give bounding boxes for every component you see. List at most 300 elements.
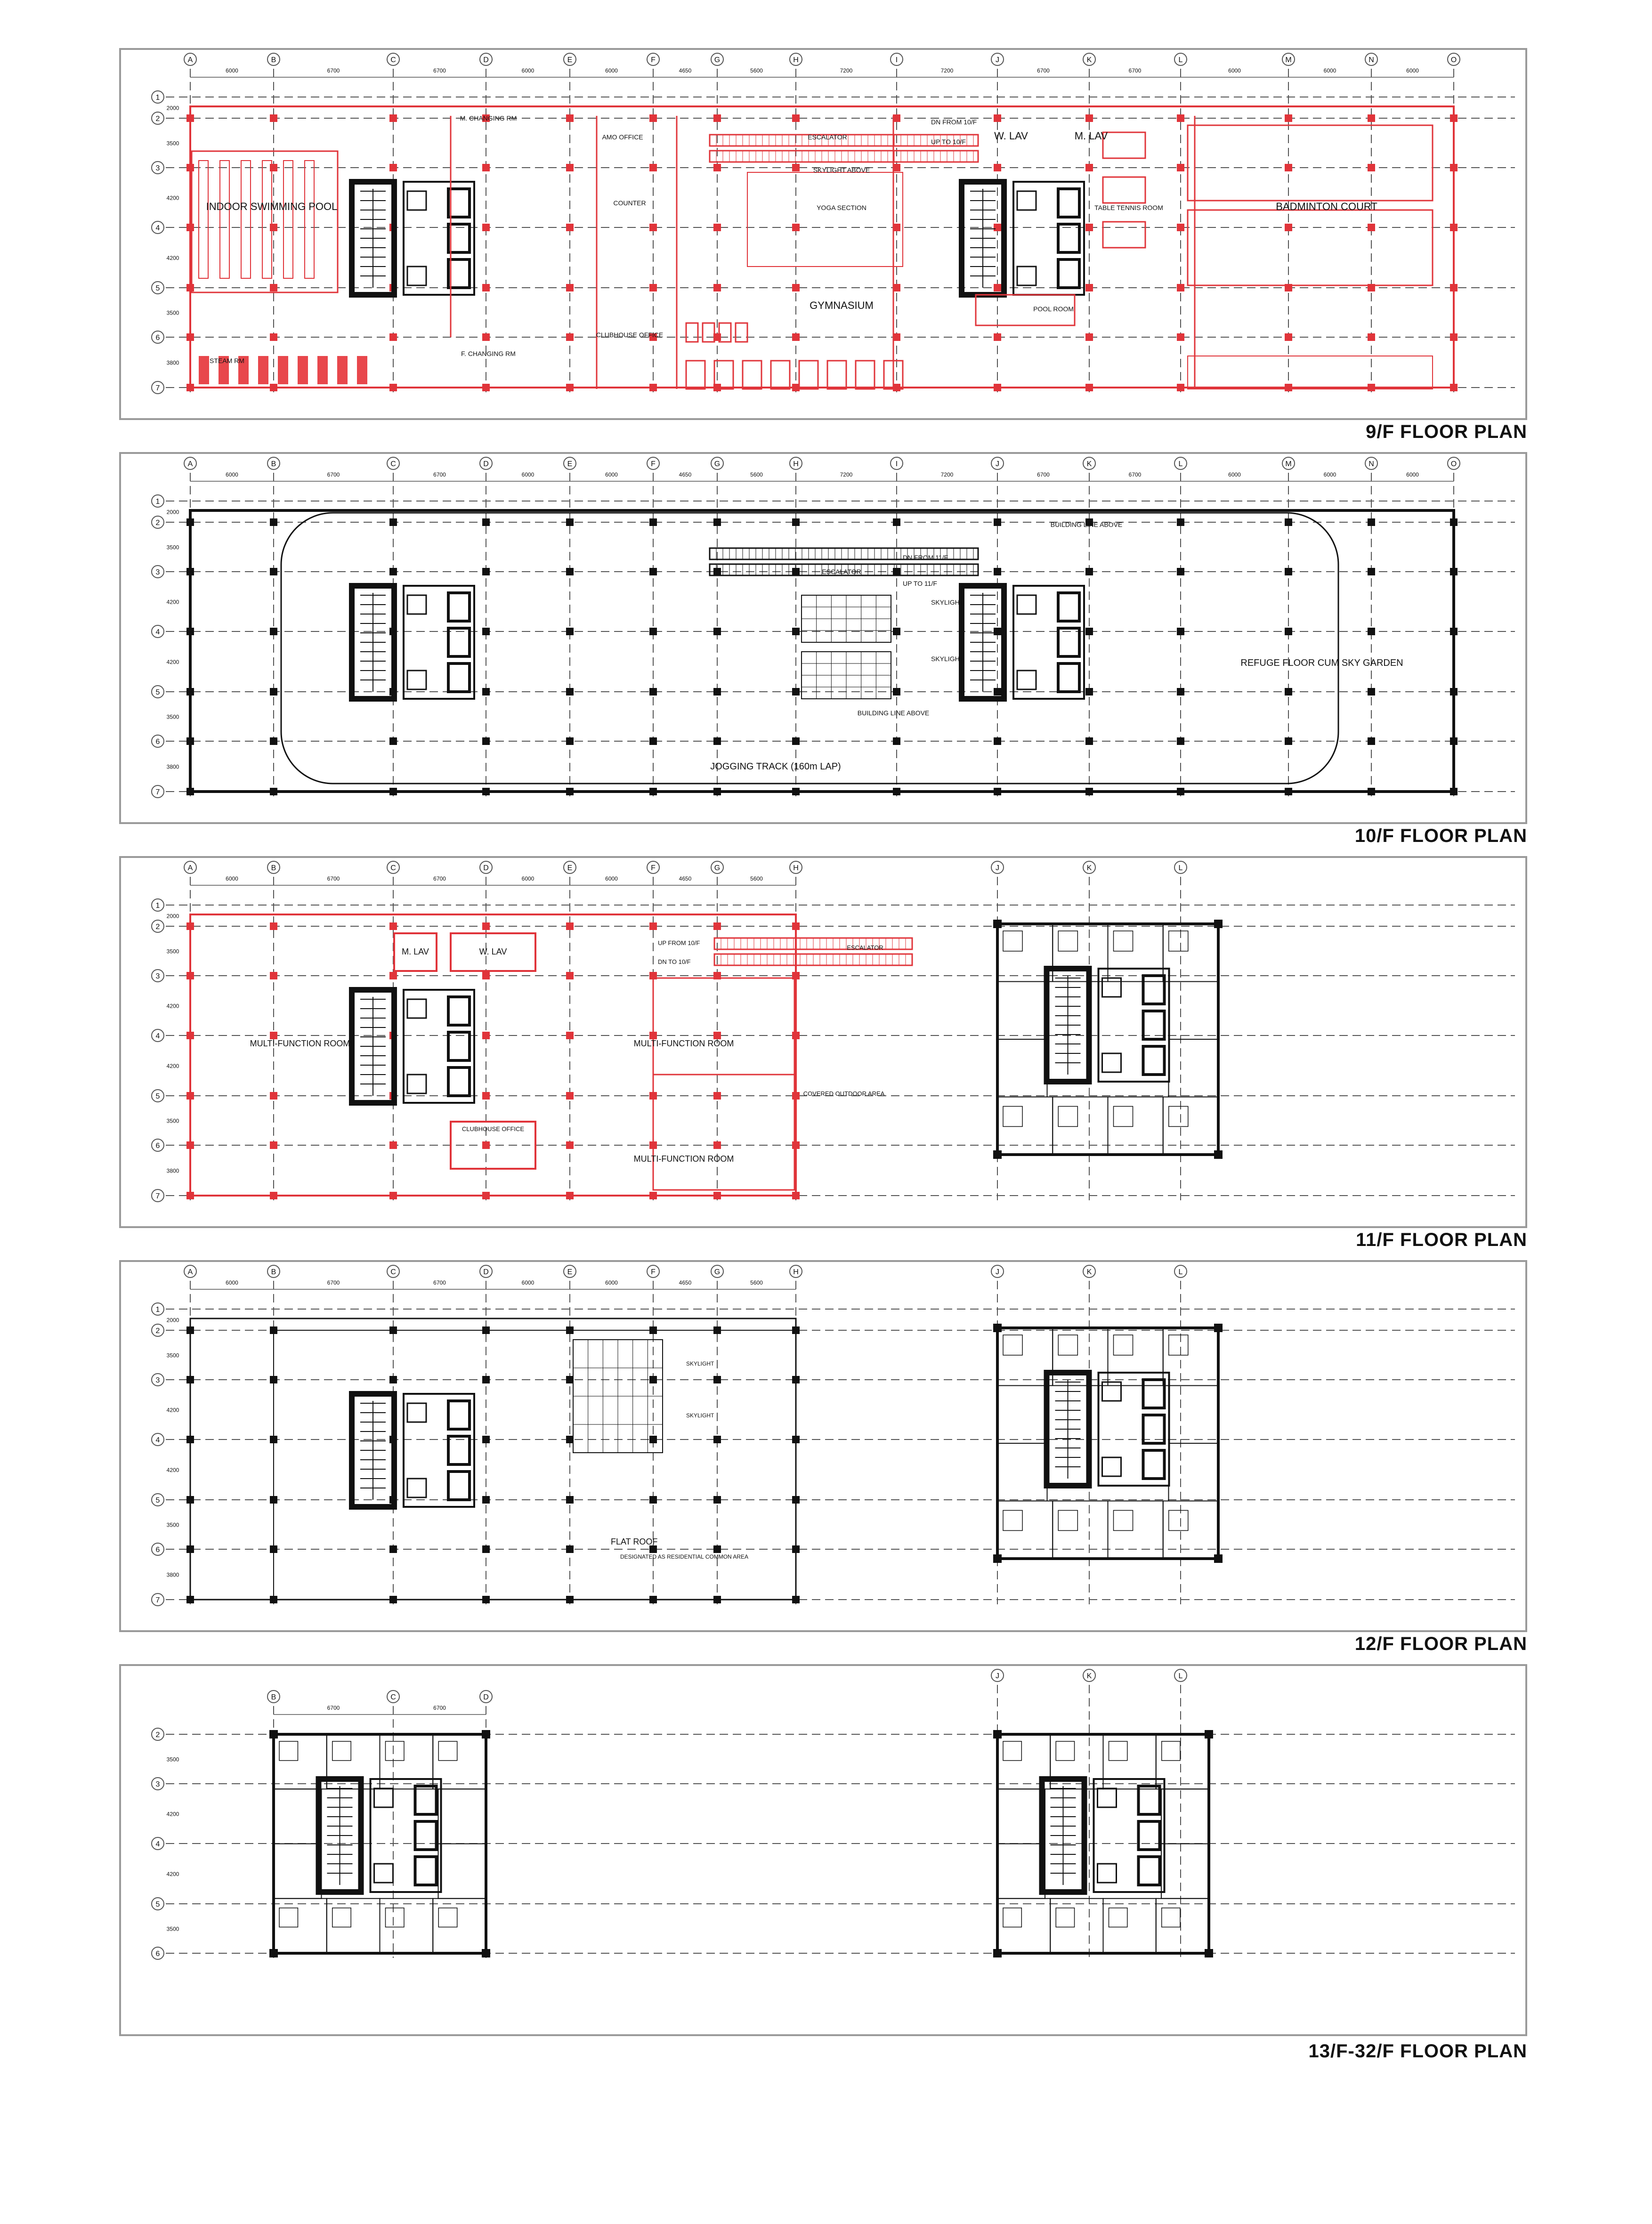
- structural-column: [993, 1324, 1002, 1332]
- grid-label-col: M: [1285, 56, 1292, 64]
- structural-column: [566, 384, 574, 391]
- room-label: F. CHANGING RM: [461, 350, 516, 357]
- room-label: GYMNASIUM: [810, 299, 874, 311]
- grid-dim-col: 6000: [226, 1279, 238, 1286]
- steam-bench: [258, 356, 268, 384]
- structural-column: [649, 518, 657, 526]
- structural-column: [482, 788, 490, 795]
- structural-column: [1205, 1730, 1213, 1739]
- grid-dim-row: 4200: [166, 1003, 179, 1010]
- bathroom: [1058, 1511, 1077, 1531]
- structural-column: [713, 1545, 721, 1553]
- structural-column: [649, 628, 657, 635]
- room-label: AMO OFFICE: [602, 133, 643, 141]
- structural-column: [270, 1596, 277, 1603]
- structural-column: [713, 284, 721, 291]
- plan-title-9f: 9/F FLOOR PLAN: [1366, 421, 1527, 442]
- grid-label-col: H: [793, 56, 799, 64]
- room-label: MULTI-FUNCTION ROOM: [633, 1154, 734, 1164]
- riser: [1017, 267, 1036, 285]
- structural-column: [186, 737, 194, 745]
- grid-dim-col: 6700: [1037, 471, 1050, 478]
- grid-dim-col: 6000: [1323, 67, 1336, 74]
- grid-label-col: B: [271, 1693, 276, 1701]
- lift-shaft: [1058, 189, 1079, 217]
- swimming-pool: [192, 151, 338, 292]
- structural-column: [186, 284, 194, 291]
- structural-column: [389, 1192, 397, 1199]
- grid-dim-col: 7200: [940, 471, 954, 478]
- room-label: COVERED OUTDOOR AREA: [803, 1090, 885, 1097]
- grid-label-col: B: [271, 1268, 276, 1276]
- structural-column: [1368, 788, 1375, 795]
- bathroom: [1169, 1335, 1188, 1355]
- structural-column: [270, 688, 277, 696]
- grid-label-row: 4: [155, 1032, 160, 1040]
- grid-dim-row: 4200: [166, 1811, 179, 1818]
- riser: [407, 671, 426, 689]
- structural-column: [482, 737, 490, 745]
- structural-column: [270, 922, 277, 930]
- structural-column: [566, 628, 574, 635]
- grid-label-col: K: [1086, 1672, 1092, 1680]
- structural-column: [994, 284, 1001, 291]
- structural-column: [994, 224, 1001, 231]
- lift-shaft: [1143, 1450, 1165, 1479]
- riser: [1102, 978, 1121, 997]
- structural-column: [713, 568, 721, 575]
- structural-column: [1085, 384, 1093, 391]
- room-label: UP FROM 10/F: [658, 939, 700, 946]
- grid-dim-row: 3500: [166, 1352, 179, 1359]
- grid-label-row: 2: [155, 1731, 160, 1739]
- structural-column: [270, 568, 277, 575]
- grid-label-col: D: [483, 460, 489, 468]
- room-label: M. LAV: [1074, 130, 1108, 142]
- structural-column: [270, 737, 277, 745]
- plan-panel-12f: [119, 1260, 1527, 1632]
- treadmill: [686, 361, 705, 389]
- structural-column: [792, 1326, 800, 1334]
- grid-label-col: G: [714, 1268, 721, 1276]
- apartment-unit: [997, 1789, 1045, 1844]
- grid-label-col: A: [187, 56, 193, 64]
- room-label: BUILDING LINE ABOVE: [1050, 521, 1123, 528]
- apartment-unit: [1168, 982, 1218, 1040]
- room-label: ESCALATOR: [808, 133, 847, 141]
- grid-label-col: F: [651, 864, 656, 872]
- structural-column: [1285, 688, 1292, 696]
- badminton-court: [1188, 125, 1433, 201]
- structural-column: [270, 788, 277, 795]
- apartment-unit: [1168, 1039, 1218, 1097]
- lift-lobby: [1099, 969, 1169, 1082]
- multi-function-room: [653, 978, 794, 1075]
- room-label: MULTI-FUNCTION ROOM: [633, 1039, 734, 1048]
- structural-column: [1285, 224, 1292, 231]
- structural-column: [270, 518, 277, 526]
- room-label: MULTI-FUNCTION ROOM: [250, 1039, 350, 1048]
- structural-column: [482, 1949, 490, 1957]
- structural-column: [792, 224, 800, 231]
- structural-column: [1085, 224, 1093, 231]
- room-label: TABLE TENNIS ROOM: [1094, 204, 1163, 211]
- grid-label-row: 4: [155, 1436, 160, 1444]
- grid-label-col: D: [483, 1268, 489, 1276]
- grid-dim-col: 6700: [327, 471, 340, 478]
- structural-column: [1085, 284, 1093, 291]
- apartment-unit: [1108, 924, 1163, 982]
- grid-label-row: 3: [155, 568, 160, 576]
- floor-plan-10f: [121, 454, 1529, 826]
- structural-column: [792, 1436, 800, 1443]
- structural-column: [792, 1192, 800, 1199]
- apartment-unit: [1168, 1443, 1218, 1501]
- structural-column: [713, 922, 721, 930]
- grid-label-row: 6: [155, 738, 160, 746]
- steam-bench: [357, 356, 367, 384]
- grid-label-col: A: [187, 864, 193, 872]
- bathroom: [1003, 931, 1022, 951]
- structural-column: [713, 788, 721, 795]
- structural-column: [1368, 628, 1375, 635]
- lift-shaft: [1143, 1046, 1165, 1075]
- structural-column: [389, 333, 397, 341]
- multi-function-room: [653, 1075, 794, 1190]
- riser: [374, 1864, 393, 1883]
- grid-dim-row: 2000: [166, 509, 179, 516]
- structural-column: [893, 737, 900, 745]
- apartment-unit: [997, 1443, 1047, 1501]
- lift-shaft: [448, 1436, 470, 1464]
- structural-column: [566, 788, 574, 795]
- structural-column: [566, 1596, 574, 1603]
- grid-label-col: I: [895, 460, 898, 468]
- grid-label-row: 5: [155, 688, 160, 696]
- room-label: INDOOR SWIMMING POOL: [206, 201, 338, 212]
- room-label: SKYLIGHT ABOVE: [813, 166, 870, 174]
- grid-dim-row: 3500: [166, 1117, 179, 1124]
- grid-label-row: 7: [155, 788, 160, 796]
- apartment-unit: [997, 1899, 1050, 1953]
- grid-label-col: B: [271, 56, 276, 64]
- grid-dim-col: 6000: [605, 471, 618, 478]
- structural-column: [1368, 164, 1375, 171]
- lift-shaft: [448, 628, 470, 656]
- room-label: FLAT ROOF: [611, 1537, 658, 1546]
- grid-dim-col: 5600: [750, 1279, 763, 1286]
- structural-column: [270, 284, 277, 291]
- structural-column: [713, 1596, 721, 1603]
- steam-bench: [298, 356, 308, 384]
- bathroom: [1114, 1335, 1133, 1355]
- structural-column: [1085, 688, 1093, 696]
- lift-shaft: [1139, 1821, 1160, 1850]
- structural-column: [792, 114, 800, 122]
- structural-column: [482, 224, 490, 231]
- structural-column: [1177, 737, 1184, 745]
- grid-label-row: 3: [155, 972, 160, 980]
- structural-column: [270, 1376, 277, 1383]
- room-label: M. CHANGING RM: [460, 114, 517, 122]
- room-label: SKYLIGHT: [931, 598, 964, 606]
- structural-column: [792, 737, 800, 745]
- structural-column: [792, 333, 800, 341]
- structural-column: [713, 688, 721, 696]
- structural-column: [1285, 114, 1292, 122]
- grid-dim-col: 4650: [679, 1279, 692, 1286]
- room-label: YOGA SECTION: [817, 204, 866, 211]
- grid-label-col: F: [651, 460, 656, 468]
- structural-column: [566, 688, 574, 696]
- grid-label-row: 2: [155, 1327, 160, 1335]
- structural-column: [482, 164, 490, 171]
- lift-lobby: [1013, 586, 1084, 699]
- structural-column: [566, 568, 574, 575]
- grid-dim-col: 6700: [433, 471, 446, 478]
- table-tennis-table: [1103, 132, 1145, 158]
- structural-column: [1450, 568, 1458, 575]
- grid-dim-row: 4200: [166, 1467, 179, 1473]
- grid-label-col: A: [187, 460, 193, 468]
- structural-column: [649, 1496, 657, 1504]
- lift-shaft: [1058, 224, 1079, 252]
- structural-column: [186, 628, 194, 635]
- grid-dim-row: 4200: [166, 1871, 179, 1877]
- room-label: SKYLIGHT: [686, 1360, 714, 1367]
- grid-label-row: 7: [155, 384, 160, 392]
- lift-lobby: [404, 586, 474, 699]
- grid-dim-row: 4200: [166, 598, 179, 606]
- grid-label-col: C: [390, 864, 396, 872]
- structural-column: [389, 1326, 397, 1334]
- grid-label-row: 6: [155, 1950, 160, 1958]
- bathroom: [1056, 1908, 1074, 1927]
- structural-column: [270, 1545, 277, 1553]
- structural-column: [792, 518, 800, 526]
- structural-column: [1177, 628, 1184, 635]
- grid-label-row: 2: [155, 115, 160, 123]
- grid-label-col: G: [714, 864, 721, 872]
- grid-label-row: 7: [155, 1192, 160, 1200]
- structural-column: [792, 164, 800, 171]
- grid-label-col: B: [271, 460, 276, 468]
- structural-column: [186, 922, 194, 930]
- grid-dim-col: 6000: [605, 1279, 618, 1286]
- structural-column: [186, 788, 194, 795]
- grid-label-col: K: [1086, 56, 1092, 64]
- grid-dim-col: 6000: [521, 471, 534, 478]
- grid-dim-col: 6700: [327, 1279, 340, 1286]
- lift-shaft: [448, 1472, 470, 1500]
- apartment-unit: [274, 1844, 321, 1899]
- structural-column: [270, 1141, 277, 1149]
- apartment-unit: [1050, 1899, 1103, 1953]
- structural-column: [1450, 164, 1458, 171]
- treadmill: [743, 361, 761, 389]
- grid-label-col: J: [996, 1268, 999, 1276]
- lift-shaft: [448, 997, 470, 1025]
- structural-column: [994, 737, 1001, 745]
- grid-label-col: C: [390, 1268, 396, 1276]
- structural-column: [389, 1141, 397, 1149]
- structural-column: [1177, 114, 1184, 122]
- room-label: DESIGNATED AS RESIDENTIAL COMMON AREA: [620, 1553, 749, 1560]
- structural-column: [389, 788, 397, 795]
- structural-column: [792, 922, 800, 930]
- room-label: DN FROM 10/F: [931, 118, 977, 126]
- structural-column: [893, 688, 900, 696]
- structural-column: [566, 1545, 574, 1553]
- structural-column: [482, 1141, 490, 1149]
- grid-dim-col: 7200: [840, 67, 853, 74]
- bathroom: [1114, 931, 1133, 951]
- structural-column: [649, 688, 657, 696]
- structural-column: [1177, 164, 1184, 171]
- grid-dim-row: 3500: [166, 309, 179, 316]
- structural-column: [1085, 114, 1093, 122]
- lift-lobby: [1013, 182, 1084, 295]
- grid-label-row: 7: [155, 1596, 160, 1604]
- structural-column: [713, 1376, 721, 1383]
- pool-lane: [199, 161, 208, 278]
- grid-dim-col: 6000: [605, 67, 618, 74]
- structural-column: [1214, 920, 1223, 928]
- structural-column: [1285, 737, 1292, 745]
- grid-label-col: L: [1178, 56, 1183, 64]
- grid-label-col: K: [1086, 1268, 1092, 1276]
- riser: [407, 191, 426, 210]
- grid-label-row: 2: [155, 519, 160, 527]
- bathroom: [438, 1908, 457, 1927]
- grid-dim-row: 4200: [166, 255, 179, 261]
- structural-column: [186, 384, 194, 391]
- apartment-unit: [1103, 1734, 1156, 1789]
- treadmill: [771, 361, 790, 389]
- structural-column: [186, 333, 194, 341]
- apartment-unit: [1053, 1328, 1108, 1386]
- structural-column: [649, 164, 657, 171]
- structural-column: [1285, 164, 1292, 171]
- room-label: M. LAV: [402, 947, 429, 956]
- structural-column: [792, 1596, 800, 1603]
- structural-column: [792, 1376, 800, 1383]
- room-label: SKYLIGHT: [931, 655, 964, 663]
- bathroom: [1003, 1335, 1022, 1355]
- structural-column: [1214, 1324, 1223, 1332]
- grid-dim-col: 6700: [433, 1705, 446, 1711]
- apartment-unit: [1103, 1899, 1156, 1953]
- grid-dim-col: 6700: [327, 1705, 340, 1711]
- structural-column: [1450, 788, 1458, 795]
- floor-outline: [190, 914, 796, 1196]
- structural-column: [792, 688, 800, 696]
- structural-column: [713, 1496, 721, 1504]
- lift-lobby: [1094, 1779, 1165, 1892]
- floor-plan-9f: [121, 50, 1529, 422]
- lift-shaft: [448, 663, 470, 692]
- apartment-unit: [997, 1039, 1047, 1097]
- structural-column: [994, 628, 1001, 635]
- grid-label-col: E: [567, 460, 573, 468]
- lift-shaft: [1139, 1857, 1160, 1885]
- bathroom: [1003, 1908, 1021, 1927]
- structural-column: [1085, 568, 1093, 575]
- structural-column: [1085, 333, 1093, 341]
- structural-column: [482, 1436, 490, 1443]
- structural-column: [1285, 788, 1292, 795]
- grid-label-row: 6: [155, 1546, 160, 1554]
- grid-label-col: D: [483, 1693, 489, 1701]
- bathroom: [332, 1908, 351, 1927]
- gym-equipment: [736, 323, 747, 342]
- grid-dim-row: 3500: [166, 140, 179, 147]
- room-label: UP TO 10/F: [931, 138, 966, 146]
- bathroom: [1058, 931, 1077, 951]
- structural-column: [482, 1326, 490, 1334]
- lift-shaft: [1143, 1380, 1165, 1408]
- grid-dim-row: 3500: [166, 1521, 179, 1528]
- structural-column: [389, 922, 397, 930]
- grid-label-row: 5: [155, 1092, 160, 1100]
- structural-column: [1285, 384, 1292, 391]
- structural-column: [713, 224, 721, 231]
- floor-plan-13f-32f: [121, 1666, 1529, 2038]
- structural-column: [1450, 737, 1458, 745]
- room-label: REFUGE FLOOR CUM SKY GARDEN: [1240, 658, 1403, 668]
- structural-column: [482, 1545, 490, 1553]
- grid-label-row: 4: [155, 1840, 160, 1848]
- grid-label-col: L: [1178, 864, 1183, 872]
- structural-column: [186, 1192, 194, 1199]
- structural-column: [270, 1436, 277, 1443]
- grid-dim-col: 6700: [327, 875, 340, 882]
- lift-lobby: [371, 1779, 441, 1892]
- room-label: DN TO 10/F: [658, 958, 691, 965]
- grid-label-col: J: [996, 56, 999, 64]
- structural-column: [186, 688, 194, 696]
- grid-label-row: 1: [155, 1306, 160, 1314]
- grid-label-col: J: [996, 460, 999, 468]
- riser: [1098, 1788, 1117, 1807]
- structural-column: [1450, 333, 1458, 341]
- structural-column: [186, 1326, 194, 1334]
- structural-column: [993, 1730, 1002, 1739]
- structural-column: [566, 164, 574, 171]
- apartment-unit: [1108, 1501, 1163, 1559]
- lift-shaft: [415, 1786, 437, 1814]
- structural-column: [482, 688, 490, 696]
- structural-column: [713, 1092, 721, 1100]
- riser: [1017, 671, 1036, 689]
- structural-column: [482, 568, 490, 575]
- grid-dim-row: 3500: [166, 948, 179, 955]
- lift-shaft: [1058, 663, 1079, 692]
- bathroom: [1056, 1741, 1074, 1761]
- bathroom: [1114, 1511, 1133, 1531]
- apartment-unit: [1168, 1386, 1218, 1444]
- grid-label-row: 6: [155, 334, 160, 342]
- structural-column: [186, 518, 194, 526]
- structural-column: [713, 164, 721, 171]
- steam-bench: [317, 356, 328, 384]
- grid-dim-row: 4200: [166, 1407, 179, 1414]
- riser: [407, 267, 426, 285]
- bathroom: [438, 1741, 457, 1761]
- steam-bench: [278, 356, 288, 384]
- plan-panel-10f: [119, 452, 1527, 824]
- plan-panel-9f: [119, 48, 1527, 420]
